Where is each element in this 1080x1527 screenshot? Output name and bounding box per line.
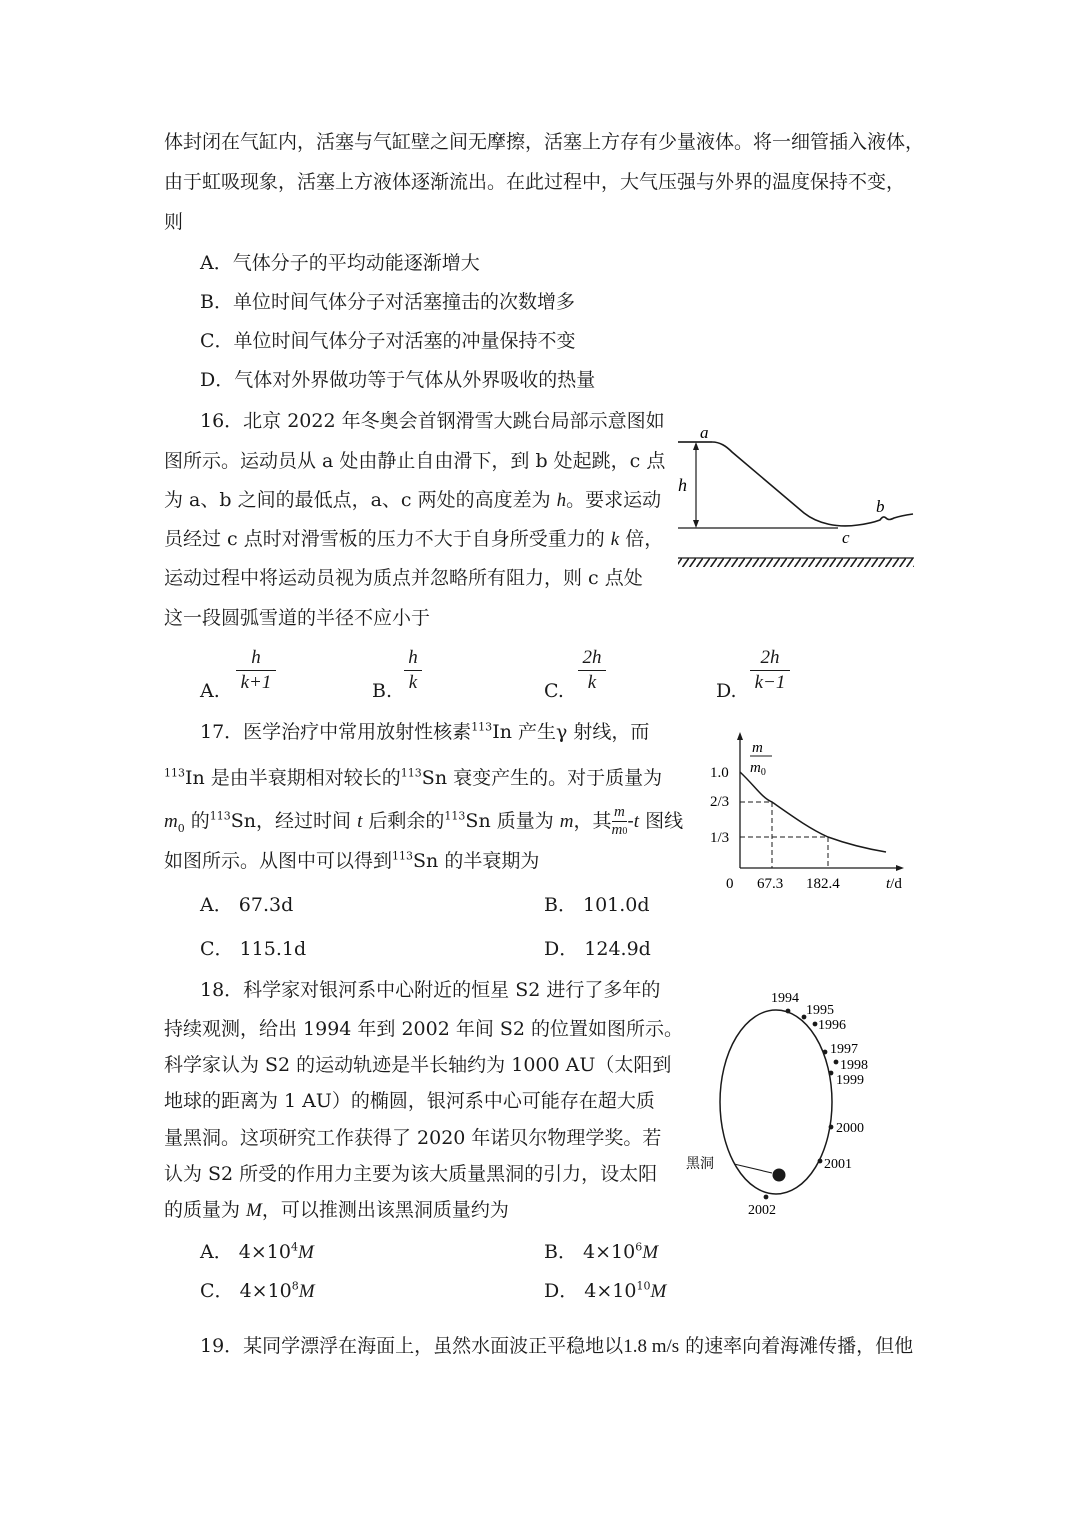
pos-1997-dot <box>823 1050 828 1055</box>
q16-line-4: 员经过 c 点时对滑雪板的压力不大于自身所受重力的 k 倍， <box>164 528 664 550</box>
q17-line-4: 如图所示。从图中可以得到$^{113}$Sn 的半衰期为 <box>164 849 540 872</box>
chart-x-arrow <box>896 865 904 871</box>
pos-1999-label: 1999 <box>836 1073 864 1088</box>
q19-line-1: 19．某同学漂浮在海面上，虽然水面波正平稳地以1.8 m/s 的速率向着海滩传播，但他 <box>200 1335 914 1357</box>
q17-line-3: $m_0$ 的$^{113}$Sn，经过时间 t 后剩余的$^{113}$Sn 质量为 m，其$\frac{m}{m0}-t$ 图线 <box>164 804 684 838</box>
pos-1994-label: 1994 <box>771 991 799 1006</box>
q17-option-d[interactable]: D． 124.9d <box>544 938 651 960</box>
s2-orbit-ellipse <box>720 1010 832 1194</box>
black-hole-dot <box>773 1169 786 1182</box>
height-arrow-up <box>693 442 699 450</box>
q17-option-a[interactable]: A． 67.3d <box>200 894 294 916</box>
q18-line-5: 量黑洞。这项研究工作获得了 2020 年诺贝尔物理学奖。若 <box>164 1127 662 1149</box>
q18-line-6: 认为 S2 所受的作用力主要为该大质量黑洞的引力，设太阳 <box>164 1163 658 1185</box>
height-arrow-down <box>693 520 699 528</box>
q18-option-d[interactable]: D． $4\times 10^{10}M$ <box>544 1279 667 1302</box>
ski-label-a: a <box>700 423 709 442</box>
pos-2000-dot <box>829 1125 834 1130</box>
q16-option-d-fraction[interactable]: 2h k−1 <box>750 647 790 694</box>
q16-option-b-label[interactable]: B. <box>372 680 393 702</box>
s2-orbit-figure <box>676 984 896 1224</box>
q15-line-1: 体封闭在气缸内，活塞与气缸壁之间无摩擦，活塞上方存有少量液体。将一细管插入液体， <box>164 131 925 153</box>
q16-line-3: 为 a、b 之间的最低点，a、c 两处的高度差为 h。要求运动 <box>164 489 662 511</box>
chart-ylabel-den: $m_0$ <box>750 760 766 778</box>
q15-line-2: 由于虹吸现象，活塞上方液体逐渐流出。在此过程中，大气压强与外界的温度保持不变， <box>164 171 906 193</box>
q15-option-a[interactable]: A．气体分子的平均动能逐渐增大 <box>200 252 480 274</box>
chart-y-arrow <box>737 732 743 740</box>
chart-ylabel-num: m <box>752 740 763 756</box>
q17-option-b[interactable]: B． 101.0d <box>544 894 650 916</box>
chart-xtick-67: 67.3 <box>757 876 784 892</box>
q18-option-a[interactable]: A． $4\times 10^4M$ <box>200 1240 314 1263</box>
q17-line-1: 17．医学治疗中常用放射性核素$^{113}$In 产生γ 射线，而 <box>200 720 650 743</box>
chart-xlabel: t/d <box>886 876 902 892</box>
pos-2001-dot <box>818 1159 823 1164</box>
q16-option-b-fraction[interactable]: h k <box>404 647 422 694</box>
black-hole-label: 黑洞 <box>686 1157 714 1172</box>
q15-line-3: 则 <box>164 211 184 233</box>
pos-2001-label: 2001 <box>824 1157 852 1172</box>
ski-label-c: c <box>842 528 850 547</box>
pos-1997-label: 1997 <box>830 1042 858 1057</box>
q16-option-c-label[interactable]: C. <box>544 680 564 702</box>
q17-line-2: $^{113}$In 是由半衰期相对较长的$^{113}$Sn 衰变产生的。对于质量为 <box>164 766 663 789</box>
q18-option-b[interactable]: B． $4\times 10^6M$ <box>544 1240 659 1263</box>
q18-line-2: 持续观测，给出 1994 年到 2002 年间 S2 的位置如图所示。 <box>164 1018 684 1040</box>
pos-1998-dot <box>834 1060 839 1065</box>
q15-option-b[interactable]: B．单位时间气体分子对活塞撞击的次数增多 <box>200 291 575 313</box>
q16-option-c-fraction[interactable]: 2h k <box>578 647 606 694</box>
q16-line-5: 运动过程中将运动员视为质点并忽略所有阻力，则 c 点处 <box>164 567 643 589</box>
pos-1998-label: 1998 <box>840 1058 868 1073</box>
q16-option-a-fraction[interactable]: h k+1 <box>236 647 276 694</box>
pos-2002-dot <box>764 1195 769 1200</box>
q18-line-4: 地球的距离为 1 AU）的椭圆，银河系中心可能存在超大质 <box>164 1090 655 1112</box>
q15-option-c[interactable]: C．单位时间气体分子对活塞的冲量保持不变 <box>200 330 576 352</box>
q18-line-1: 18．科学家对银河系中心附近的恒星 S2 进行了多年的 <box>200 979 661 1001</box>
ski-jump-figure <box>668 418 920 578</box>
q18-option-c[interactable]: C． $4\times 10^8M$ <box>200 1279 315 1302</box>
q16-line-1: 16．北京 2022 年冬奥会首钢滑雪大跳台局部示意图如 <box>200 410 665 432</box>
pos-1996-label: 1996 <box>818 1018 846 1033</box>
q17-option-c[interactable]: C． 115.1d <box>200 938 307 960</box>
pos-1996-dot <box>813 1022 818 1027</box>
chart-ytick-2-3: 2/3 <box>710 794 730 810</box>
chart-ytick-1-3: 1/3 <box>710 830 730 846</box>
q16-line-6: 这一段圆弧雪道的半径不应小于 <box>164 607 431 629</box>
pos-2000-label: 2000 <box>836 1121 864 1136</box>
decay-chart <box>700 728 920 893</box>
q16-option-a-label[interactable]: A. <box>200 680 220 702</box>
q16-line-2: 图所示。运动员从 a 处由静止自由滑下，到 b 处起跳，c 点 <box>164 450 666 472</box>
q18-line-3: 科学家认为 S2 的运动轨迹是半长轴约为 1000 AU（太阳到 <box>164 1054 672 1076</box>
chart-xtick-182: 182.4 <box>806 876 840 892</box>
ground-hatch <box>678 558 914 567</box>
chart-ylabel <box>750 740 772 778</box>
decay-curve <box>740 772 886 852</box>
q15-option-d[interactable]: D．气体对外界做功等于气体从外界吸收的热量 <box>200 369 596 391</box>
ski-label-b: b <box>876 497 885 516</box>
pos-1999-dot <box>829 1071 834 1076</box>
ski-label-h: h <box>678 475 687 495</box>
chart-xtick-0: 0 <box>726 876 734 892</box>
pos-2002-label: 2002 <box>748 1203 776 1218</box>
pos-1994-dot <box>786 1009 791 1014</box>
q16-option-d-label[interactable]: D. <box>716 680 737 702</box>
pos-1995-label: 1995 <box>806 1003 834 1018</box>
chart-ytick-1: 1.0 <box>710 765 729 781</box>
q18-line-7: 的质量为 M，可以推测出该黑洞质量约为 <box>164 1199 509 1221</box>
